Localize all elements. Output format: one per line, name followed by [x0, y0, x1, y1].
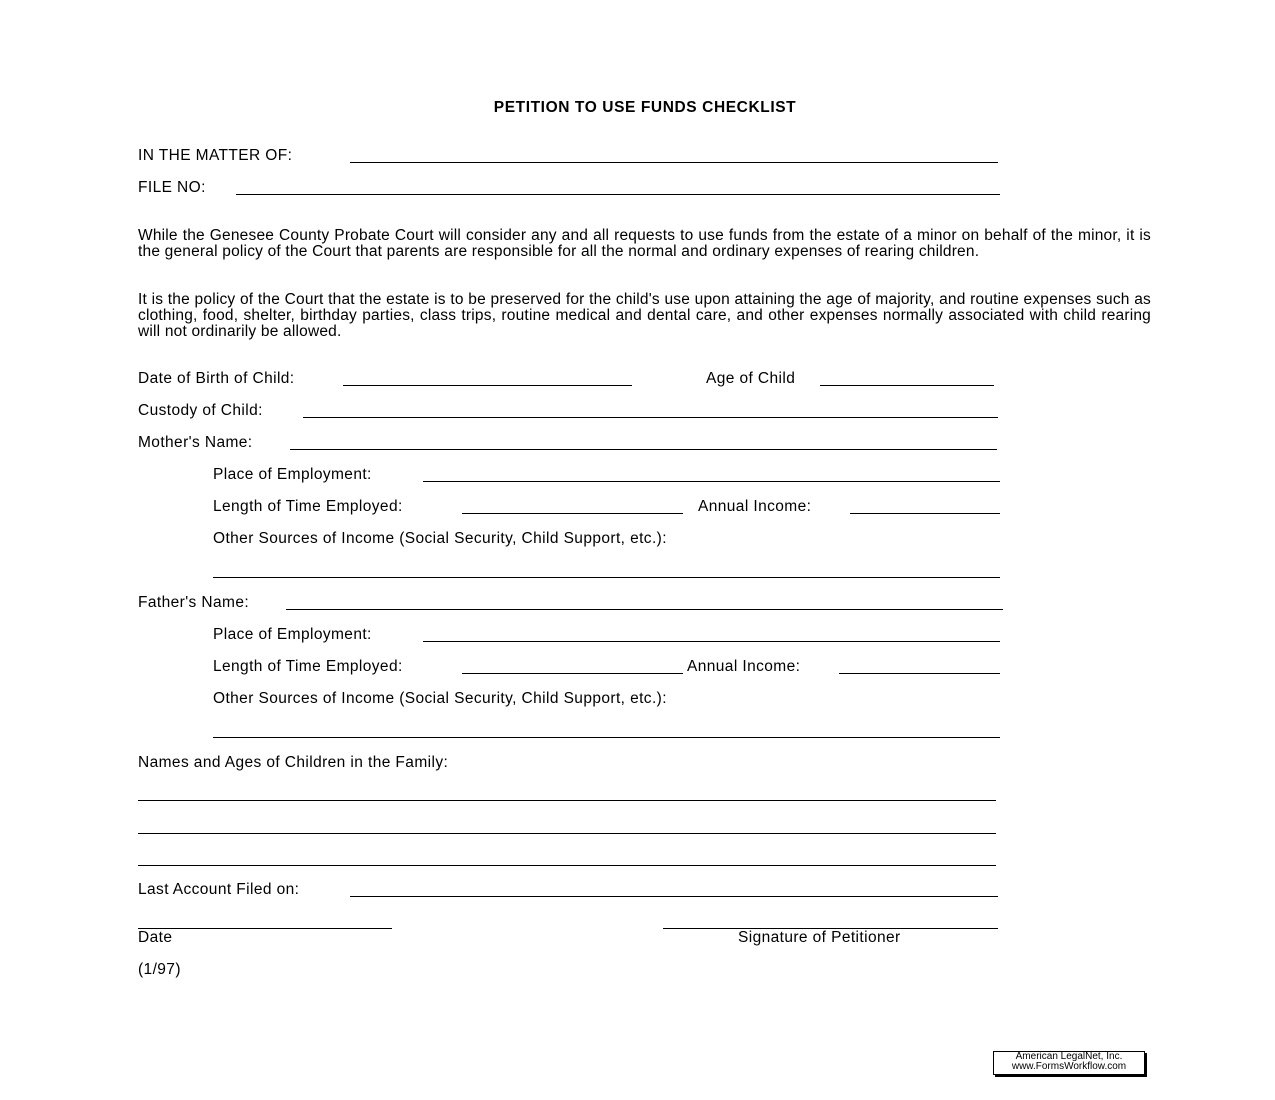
father-length-employed-field[interactable] [462, 673, 683, 674]
file-number-field[interactable] [236, 194, 1000, 195]
policy-paragraph-2: It is the policy of the Court that the estate is to be preserved for the child's use upon attaining the age of majority, and routine expenses such as clothing, food, shelter, birthday parties, class trips, routine medical and dental care, and other expenses normally associated with child rearing will not ordinarily be allowed. [138, 291, 1151, 340]
child-age-label: Age of Child [706, 370, 796, 387]
mother-employment-field[interactable] [423, 481, 1000, 482]
mother-name-field[interactable] [290, 449, 997, 450]
child-dob-label: Date of Birth of Child: [138, 370, 295, 387]
father-annual-income-label: Annual Income: [687, 658, 801, 675]
custody-label: Custody of Child: [138, 402, 263, 419]
child-age-field[interactable] [820, 385, 994, 386]
file-number-label: FILE NO: [138, 179, 206, 196]
father-employment-label: Place of Employment: [213, 626, 372, 643]
children-field-line[interactable] [138, 833, 996, 834]
father-other-income-label: Other Sources of Income (Social Security, Child Support, etc.): [213, 690, 667, 707]
publisher-name: American LegalNet, Inc. [1015, 1051, 1123, 1062]
form-title: PETITION TO USE FUNDS CHECKLIST [493, 99, 797, 116]
mother-length-employed-field[interactable] [462, 513, 683, 514]
children-field-line[interactable] [138, 865, 996, 866]
children-label: Names and Ages of Children in the Family: [138, 754, 449, 771]
father-name-label: Father's Name: [138, 594, 250, 611]
father-length-employed-label: Length of Time Employed: [213, 658, 403, 675]
mother-other-income-field[interactable] [213, 577, 1000, 578]
petitioner-signature-label: Signature of Petitioner [738, 929, 901, 946]
mother-other-income-label: Other Sources of Income (Social Security, Child Support, etc.): [213, 530, 667, 547]
mother-employment-label: Place of Employment: [213, 466, 372, 483]
father-name-field[interactable] [286, 609, 1003, 610]
father-other-income-field[interactable] [213, 737, 1000, 738]
form-revision: (1/97) [138, 961, 181, 978]
matter-field[interactable] [350, 162, 998, 163]
children-field-line[interactable] [138, 800, 996, 801]
mother-name-label: Mother's Name: [138, 434, 253, 451]
mother-annual-income-field[interactable] [850, 513, 1000, 514]
father-annual-income-field[interactable] [839, 673, 1000, 674]
mother-annual-income-label: Annual Income: [698, 498, 812, 515]
custody-field[interactable] [303, 417, 998, 418]
last-account-field[interactable] [350, 896, 998, 897]
child-dob-field[interactable] [343, 385, 632, 386]
last-account-label: Last Account Filed on: [138, 881, 300, 898]
matter-label: IN THE MATTER OF: [138, 147, 293, 164]
publisher-badge [993, 1051, 1145, 1075]
policy-paragraph-1: While the Genesee County Probate Court will consider any and all requests to use funds from the estate of a minor on behalf of the minor, it is the general policy of the Court that parents are responsible for all the normal and ordinary expenses of rearing children. [138, 227, 1151, 260]
father-employment-field[interactable] [423, 641, 1000, 642]
publisher-website: www.FormsWorkflow.com [1011, 1061, 1127, 1072]
date-signature-line[interactable] [138, 928, 392, 929]
mother-length-employed-label: Length of Time Employed: [213, 498, 403, 515]
date-label: Date [138, 929, 173, 946]
